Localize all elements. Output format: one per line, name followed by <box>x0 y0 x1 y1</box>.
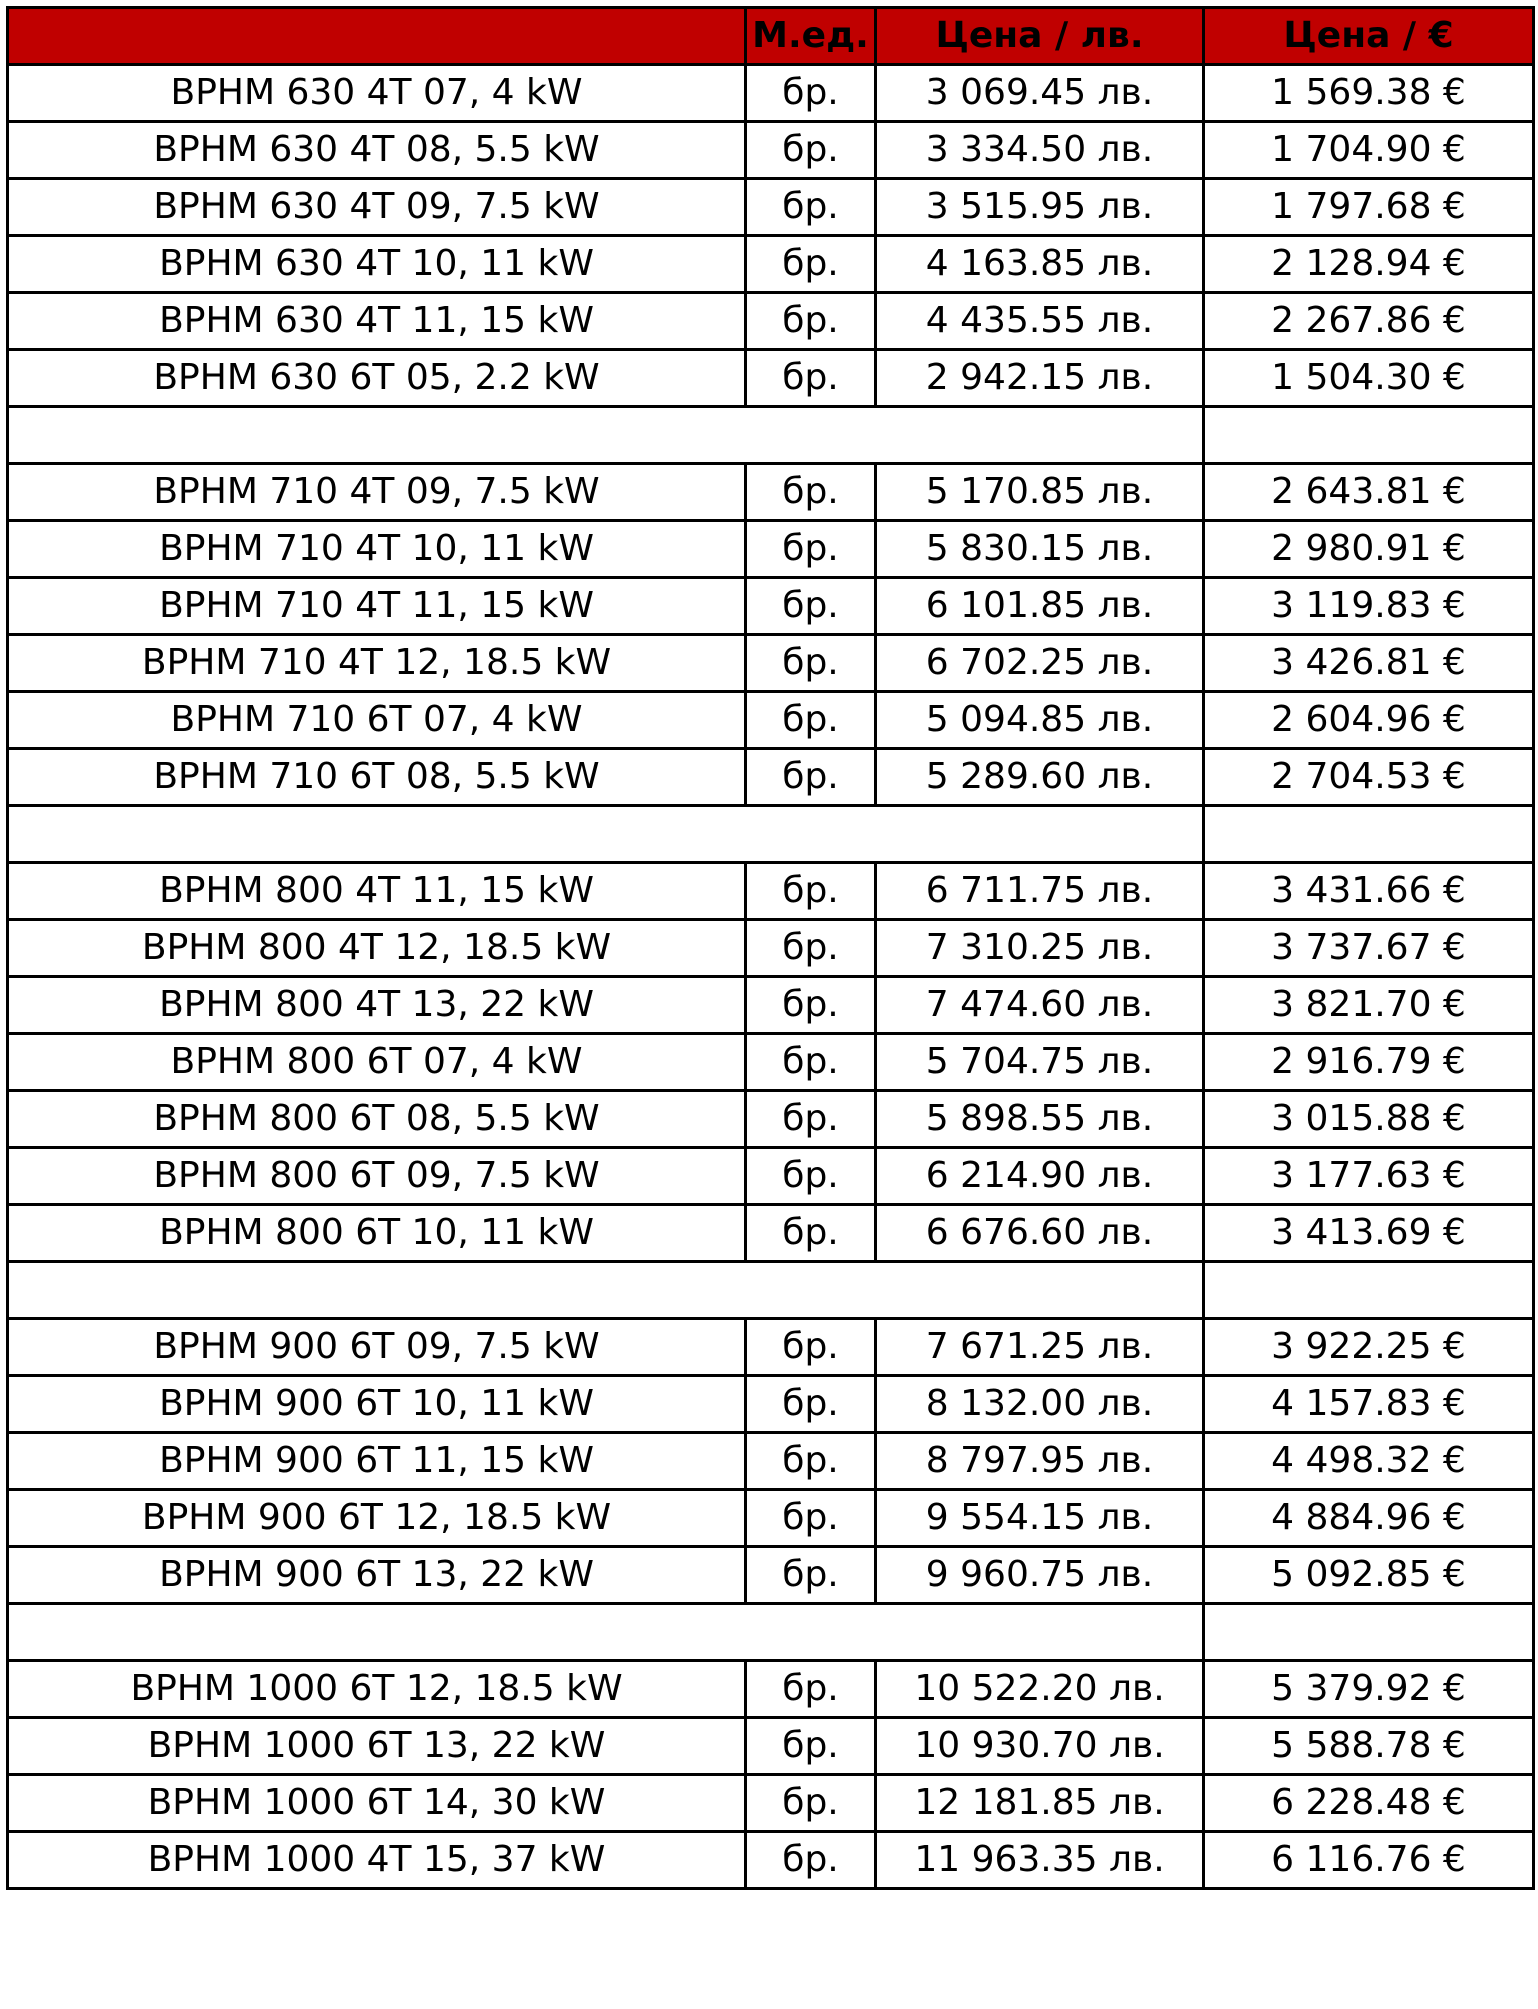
product-name-cell: ВРНМ 1000 6Т 12, 18.5 kW <box>8 1661 746 1718</box>
price-bgn-cell: 7 474.60 лв. <box>876 977 1204 1034</box>
unit-cell: бр. <box>746 1376 876 1433</box>
price-bgn-cell: 5 898.55 лв. <box>876 1091 1204 1148</box>
unit-cell: бр. <box>746 464 876 521</box>
table-row <box>8 1148 1534 1205</box>
unit-cell: бр. <box>746 1091 876 1148</box>
unit-cell: бр. <box>746 1148 876 1205</box>
price-bgn-cell: 10 522.20 лв. <box>876 1661 1204 1718</box>
price-bgn-cell: 5 704.75 лв. <box>876 1034 1204 1091</box>
price-bgn-cell: 12 181.85 лв. <box>876 1775 1204 1832</box>
price-eur-cell: 3 177.63 € <box>1204 1148 1534 1205</box>
table-row <box>8 293 1534 350</box>
unit-cell: бр. <box>746 578 876 635</box>
header-row <box>8 8 1534 65</box>
product-name-cell: ВРНМ 800 4Т 11, 15 kW <box>8 863 746 920</box>
product-name-cell: ВРНМ 630 4Т 08, 5.5 kW <box>8 122 746 179</box>
product-name-cell: ВРНМ 1000 4Т 15, 37 kW <box>8 1832 746 1889</box>
spacer-cell <box>1204 806 1534 863</box>
price-bgn-cell: 6 702.25 лв. <box>876 635 1204 692</box>
price-bgn-cell: 5 289.60 лв. <box>876 749 1204 806</box>
unit-cell: бр. <box>746 1034 876 1091</box>
price-eur-cell: 2 980.91 € <box>1204 521 1534 578</box>
price-bgn-cell: 7 310.25 лв. <box>876 920 1204 977</box>
product-name-cell: ВРНМ 710 4Т 12, 18.5 kW <box>8 635 746 692</box>
table-row <box>8 179 1534 236</box>
price-eur-cell: 3 413.69 € <box>1204 1205 1534 1262</box>
unit-cell: бр. <box>746 1547 876 1604</box>
table-row <box>8 521 1534 578</box>
product-name-cell: ВРНМ 900 6Т 12, 18.5 kW <box>8 1490 746 1547</box>
price-eur-cell: 2 916.79 € <box>1204 1034 1534 1091</box>
spacer-row <box>8 1262 1534 1319</box>
product-name-cell: ВРНМ 800 6Т 07, 4 kW <box>8 1034 746 1091</box>
price-eur-cell: 4 884.96 € <box>1204 1490 1534 1547</box>
unit-cell: бр. <box>746 1832 876 1889</box>
price-eur-cell: 5 092.85 € <box>1204 1547 1534 1604</box>
spacer-row <box>8 1604 1534 1661</box>
spacer-cell <box>8 806 1204 863</box>
product-name-cell: ВРНМ 800 6Т 08, 5.5 kW <box>8 1091 746 1148</box>
header-price-eur: Цена / € <box>1204 8 1534 65</box>
spacer-cell <box>1204 1604 1534 1661</box>
header-unit: М.ед. <box>746 8 876 65</box>
unit-cell: бр. <box>746 749 876 806</box>
unit-cell: бр. <box>746 977 876 1034</box>
price-table <box>6 6 1535 1890</box>
price-eur-cell: 2 604.96 € <box>1204 692 1534 749</box>
price-eur-cell: 3 431.66 € <box>1204 863 1534 920</box>
price-bgn-cell: 6 676.60 лв. <box>876 1205 1204 1262</box>
spacer-cell <box>8 1604 1204 1661</box>
table-row <box>8 692 1534 749</box>
table-row <box>8 749 1534 806</box>
unit-cell: бр. <box>746 122 876 179</box>
price-eur-cell: 5 588.78 € <box>1204 1718 1534 1775</box>
price-bgn-cell: 6 101.85 лв. <box>876 578 1204 635</box>
price-list-sheet <box>6 6 1532 2003</box>
product-name-cell: ВРНМ 1000 6Т 14, 30 kW <box>8 1775 746 1832</box>
product-name-cell: ВРНМ 630 4Т 07, 4 kW <box>8 65 746 122</box>
product-name-cell: ВРНМ 710 6Т 08, 5.5 kW <box>8 749 746 806</box>
unit-cell: бр. <box>746 920 876 977</box>
product-name-cell: ВРНМ 1000 6Т 13, 22 kW <box>8 1718 746 1775</box>
price-bgn-cell: 4 435.55 лв. <box>876 293 1204 350</box>
product-name-cell: ВРНМ 630 6Т 05, 2.2 kW <box>8 350 746 407</box>
product-name-cell: ВРНМ 800 6Т 09, 7.5 kW <box>8 1148 746 1205</box>
price-eur-cell: 1 797.68 € <box>1204 179 1534 236</box>
product-name-cell: ВРНМ 800 4Т 13, 22 kW <box>8 977 746 1034</box>
product-name-cell: ВРНМ 800 4Т 12, 18.5 kW <box>8 920 746 977</box>
spacer-cell <box>1204 407 1534 464</box>
table-row <box>8 1775 1534 1832</box>
price-bgn-cell: 5 830.15 лв. <box>876 521 1204 578</box>
table-row <box>8 977 1534 1034</box>
unit-cell: бр. <box>746 1718 876 1775</box>
table-row <box>8 1205 1534 1262</box>
price-eur-cell: 3 426.81 € <box>1204 635 1534 692</box>
table-row <box>8 1547 1534 1604</box>
price-eur-cell: 4 157.83 € <box>1204 1376 1534 1433</box>
unit-cell: бр. <box>746 635 876 692</box>
price-bgn-cell: 4 163.85 лв. <box>876 236 1204 293</box>
price-bgn-cell: 11 963.35 лв. <box>876 1832 1204 1889</box>
product-name-cell: ВРНМ 900 6Т 09, 7.5 kW <box>8 1319 746 1376</box>
price-eur-cell: 1 504.30 € <box>1204 350 1534 407</box>
table-row <box>8 1718 1534 1775</box>
table-row <box>8 1376 1534 1433</box>
unit-cell: бр. <box>746 1490 876 1547</box>
unit-cell: бр. <box>746 236 876 293</box>
product-name-cell: ВРНМ 900 6Т 11, 15 kW <box>8 1433 746 1490</box>
product-name-cell: ВРНМ 710 4Т 09, 7.5 kW <box>8 464 746 521</box>
spacer-row <box>8 407 1534 464</box>
unit-cell: бр. <box>746 521 876 578</box>
price-bgn-cell: 8 797.95 лв. <box>876 1433 1204 1490</box>
header-name <box>8 8 746 65</box>
table-row <box>8 1319 1534 1376</box>
price-eur-cell: 3 015.88 € <box>1204 1091 1534 1148</box>
price-eur-cell: 1 569.38 € <box>1204 65 1534 122</box>
unit-cell: бр. <box>746 1775 876 1832</box>
price-eur-cell: 6 228.48 € <box>1204 1775 1534 1832</box>
price-eur-cell: 3 119.83 € <box>1204 578 1534 635</box>
table-row <box>8 635 1534 692</box>
price-eur-cell: 2 128.94 € <box>1204 236 1534 293</box>
table-header <box>8 8 1534 65</box>
unit-cell: бр. <box>746 863 876 920</box>
price-bgn-cell: 9 554.15 лв. <box>876 1490 1204 1547</box>
price-eur-cell: 4 498.32 € <box>1204 1433 1534 1490</box>
spacer-cell <box>8 407 1204 464</box>
unit-cell: бр. <box>746 1205 876 1262</box>
price-bgn-cell: 9 960.75 лв. <box>876 1547 1204 1604</box>
product-name-cell: ВРНМ 630 4Т 10, 11 kW <box>8 236 746 293</box>
unit-cell: бр. <box>746 692 876 749</box>
price-bgn-cell: 6 711.75 лв. <box>876 863 1204 920</box>
product-name-cell: ВРНМ 800 6Т 10, 11 kW <box>8 1205 746 1262</box>
table-row <box>8 65 1534 122</box>
price-bgn-cell: 6 214.90 лв. <box>876 1148 1204 1205</box>
price-eur-cell: 6 116.76 € <box>1204 1832 1534 1889</box>
spacer-cell <box>1204 1262 1534 1319</box>
spacer-cell <box>8 1262 1204 1319</box>
table-row <box>8 122 1534 179</box>
product-name-cell: ВРНМ 710 4Т 10, 11 kW <box>8 521 746 578</box>
table-row <box>8 920 1534 977</box>
price-bgn-cell: 5 094.85 лв. <box>876 692 1204 749</box>
price-bgn-cell: 3 069.45 лв. <box>876 65 1204 122</box>
table-row <box>8 464 1534 521</box>
product-name-cell: ВРНМ 630 4Т 09, 7.5 kW <box>8 179 746 236</box>
price-eur-cell: 2 267.86 € <box>1204 293 1534 350</box>
unit-cell: бр. <box>746 1661 876 1718</box>
table-row <box>8 1034 1534 1091</box>
unit-cell: бр. <box>746 65 876 122</box>
spacer-row <box>8 806 1534 863</box>
price-bgn-cell: 3 334.50 лв. <box>876 122 1204 179</box>
price-eur-cell: 2 643.81 € <box>1204 464 1534 521</box>
table-row <box>8 1433 1534 1490</box>
price-eur-cell: 1 704.90 € <box>1204 122 1534 179</box>
table-row <box>8 236 1534 293</box>
price-bgn-cell: 2 942.15 лв. <box>876 350 1204 407</box>
product-name-cell: ВРНМ 900 6Т 10, 11 kW <box>8 1376 746 1433</box>
unit-cell: бр. <box>746 179 876 236</box>
table-row <box>8 1490 1534 1547</box>
unit-cell: бр. <box>746 1319 876 1376</box>
table-row <box>8 1832 1534 1889</box>
price-eur-cell: 2 704.53 € <box>1204 749 1534 806</box>
header-price-bgn: Цена / лв. <box>876 8 1204 65</box>
unit-cell: бр. <box>746 293 876 350</box>
product-name-cell: ВРНМ 630 4Т 11, 15 kW <box>8 293 746 350</box>
unit-cell: бр. <box>746 1433 876 1490</box>
product-name-cell: ВРНМ 900 6Т 13, 22 kW <box>8 1547 746 1604</box>
product-name-cell: ВРНМ 710 6Т 07, 4 kW <box>8 692 746 749</box>
table-row <box>8 1091 1534 1148</box>
price-bgn-cell: 3 515.95 лв. <box>876 179 1204 236</box>
table-body <box>8 65 1534 1889</box>
table-row <box>8 863 1534 920</box>
table-row <box>8 350 1534 407</box>
price-bgn-cell: 5 170.85 лв. <box>876 464 1204 521</box>
price-eur-cell: 5 379.92 € <box>1204 1661 1534 1718</box>
price-bgn-cell: 8 132.00 лв. <box>876 1376 1204 1433</box>
unit-cell: бр. <box>746 350 876 407</box>
product-name-cell: ВРНМ 710 4Т 11, 15 kW <box>8 578 746 635</box>
price-bgn-cell: 7 671.25 лв. <box>876 1319 1204 1376</box>
price-eur-cell: 3 821.70 € <box>1204 977 1534 1034</box>
price-bgn-cell: 10 930.70 лв. <box>876 1718 1204 1775</box>
table-row <box>8 578 1534 635</box>
price-eur-cell: 3 737.67 € <box>1204 920 1534 977</box>
table-row <box>8 1661 1534 1718</box>
price-eur-cell: 3 922.25 € <box>1204 1319 1534 1376</box>
